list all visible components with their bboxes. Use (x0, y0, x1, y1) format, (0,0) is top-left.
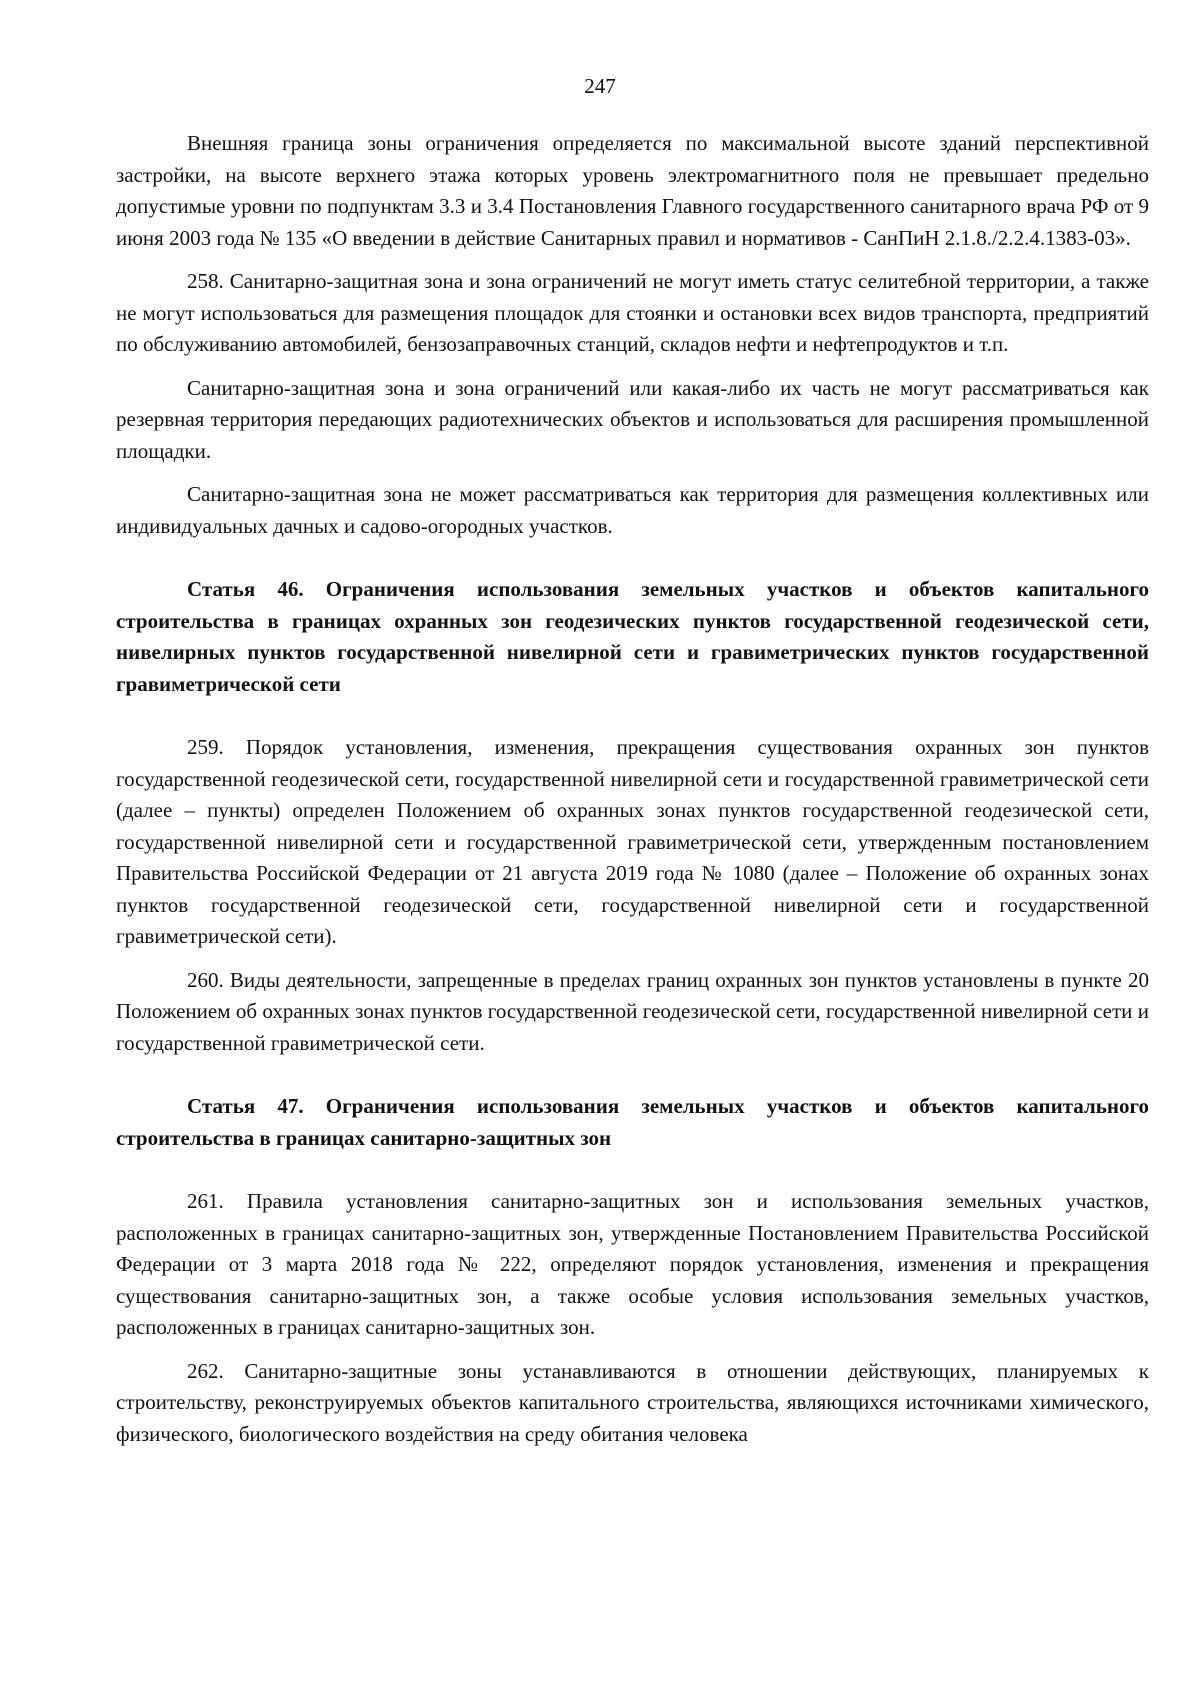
page-number: 247 (584, 74, 616, 98)
paragraph-260: 260. Виды деятельности, запрещенные в пределах границ охранных зон пунктов установлены в пункте 20 Положением об охранных зонах пунктов государственной геодезической сети, государственной нивелирной сети и государственной гравиметрической сети. (116, 967, 1149, 1055)
article-47-heading: Статья 47. Ограничения использования земельных участков и объектов капитального строительства в границах санитарно-защитных зон (116, 1094, 1149, 1150)
paragraph-zone-boundary: Внешняя граница зоны ограничения определяется по максимальной высоте зданий перспективной застройки, на высоте верхнего этажа которых уровень электромагнитного поля не превышает предельно допустимые уровни по подпунктам 3.3 и 3.4 Постановления Главного государственного санитарного врача РФ от 9 июня 2003 года № 135 «О введении в действие Санитарных правил и нормативов - СанПиН 2.1.8./2.2.4.1383-03». (116, 131, 1149, 250)
paragraph-259: 259. Порядок установления, изменения, прекращения существования охранных зон пунктов государственной геодезической сети, государственной нивелирной сети и государственной гравиметрической сети (далее – пункты) определен Положением об охранных зонах пунктов государственной геодезической сети, государственной нивелирной сети и государственной гравиметрической сети, утвержденным постановлением Правительства Российской Федерации от 21 августа 2019 года № 1080 (далее – Положение об охранных зонах пунктов государственной геодезической сети, государственной нивелирной сети и государственной гравиметрической сети). (116, 735, 1149, 948)
paragraph-261: 261. Правила установления санитарно-защитных зон и использования земельных участков, расположенных в границах санитарно-защитных зон, утвержденные Постановлением Правительства Российской Федерации от 3 марта 2018 года № 222, определяют порядок установления, изменения и прекращения существования санитарно-защитных зон, а также особые условия использования земельных участков, расположенных в границах санитарно-защитных зон. (116, 1189, 1149, 1339)
document-body (116, 128, 1149, 1462)
article-46-heading: Статья 46. Ограничения использования земельных участков и объектов капитального строительства в границах охранных зон геодезических пунктов государственной геодезической сети, нивелирных пунктов государственной нивелирной сети и гравиметрических пунктов государственной гравиметрической сети (116, 577, 1149, 696)
paragraph-reserve-territory: Санитарно-защитная зона и зона ограничений или какая-либо их часть не могут рассматриваться как резервная территория передающих радиотехнических объектов и использоваться для расширения промышленной площадки. (116, 375, 1149, 463)
paragraph-258: 258. Санитарно-защитная зона и зона ограничений не могут иметь статус селитебной территории, а также не могут использоваться для размещения площадок для стоянки и остановки всех видов транспорта, предприятий по обслуживанию автомобилей, бензозаправочных станций, складов нефти и нефтепродуктов и т.п. (116, 269, 1149, 356)
paragraph-dacha-plots: Санитарно-защитная зона не может рассматриваться как территория для размещения коллективных или индивидуальных дачных и садово-огородных участков. (116, 482, 1149, 538)
paragraph-262: 262. Санитарно-защитные зоны устанавливаются в отношении действующих, планируемых к строительству, реконструируемых объектов капитального строительства, являющихся источниками химического, физического, биологического воздействия на среду обитания человека (116, 1358, 1149, 1446)
